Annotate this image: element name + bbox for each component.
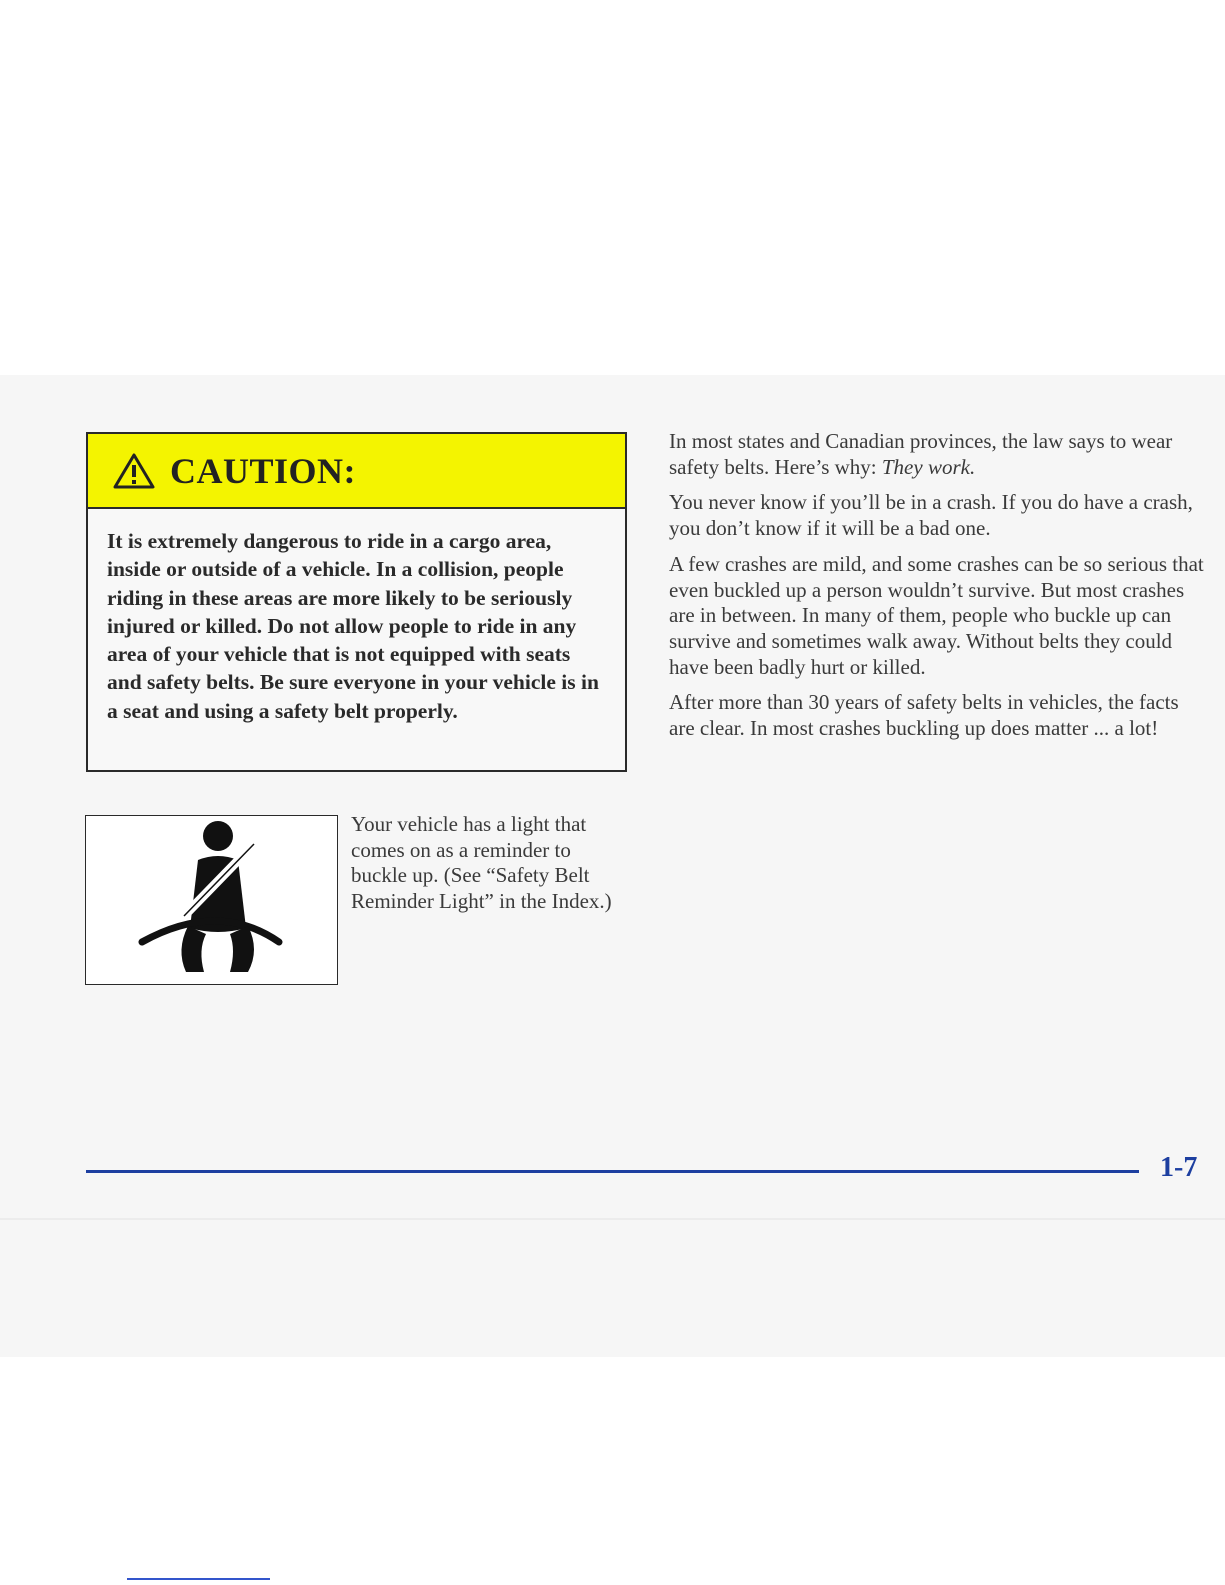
caution-text: It is extremely dangerous to ride in a cargo area, inside or outside of a vehicle. In a collision, people riding in these areas are more likely to be seriously injured or killed. Do not allow people to ride in any area of your vehicle that is not equipped with seats and safety belts. Be sure everyone in your vehicle is in a seat and using a safety belt properly.	[107, 529, 599, 723]
paragraph-law	[669, 429, 1209, 480]
bottom-link-underline	[127, 1578, 270, 1580]
page-number: 1-7	[1160, 1152, 1198, 1183]
paragraph-crash: You never know if you’ll be in a crash. If you do have a crash, you don’t know if it will be a bad one.	[669, 490, 1193, 541]
caution-box	[86, 432, 627, 772]
page-seam	[0, 1218, 1225, 1220]
caution-header	[88, 434, 625, 509]
caution-title: CAUTION:	[170, 450, 357, 491]
safety-belt-reminder-icon	[85, 815, 338, 985]
warning-triangle-icon	[112, 452, 156, 490]
paragraph-facts: After more than 30 years of safety belts in vehicles, the facts are clear. In most crashes buckling up does matter ... a lot!	[669, 690, 1179, 741]
paragraph-law-emphasis: They work.	[881, 454, 976, 479]
right-column	[669, 429, 1209, 752]
paragraph-law-text: In most states and Canadian provinces, the law says to wear safety belts. Here’s why:	[669, 429, 1173, 479]
reminder-text: Your vehicle has a light that comes on as a reminder to buckle up. (See “Safety Belt Reminder Light” in the Index.)	[351, 812, 612, 913]
footer-rule	[86, 1170, 1139, 1173]
paragraph-severity: A few crashes are mild, and some crashes can be so serious that even buckled up a person wouldn’t survive. But most crashes are in between. In many of them, people who buckle up can survive and sometimes walk away. Without belts they could have been badly hurt or killed.	[669, 551, 1204, 679]
